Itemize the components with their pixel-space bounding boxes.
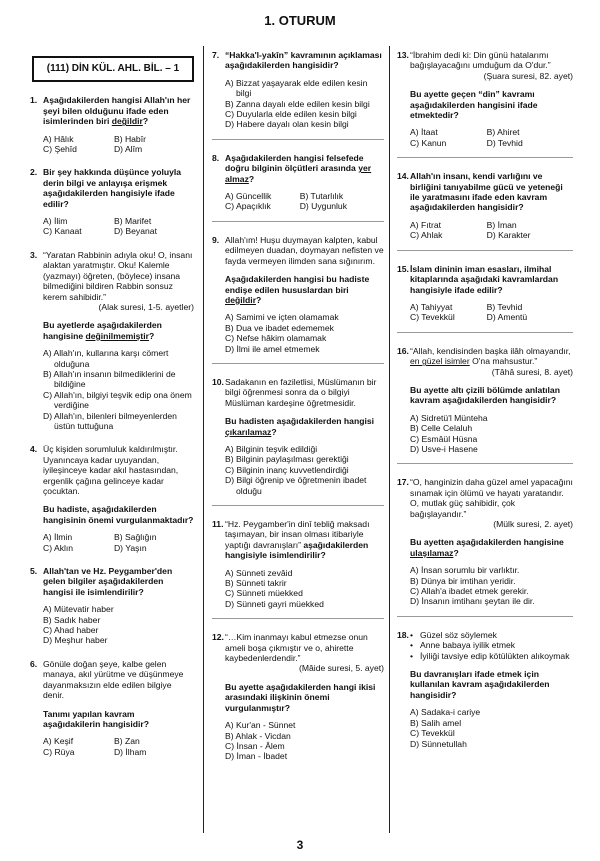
option-a[interactable]: A) Hâlık [43, 133, 74, 144]
options [410, 302, 573, 323]
question-separator [397, 250, 573, 251]
question-number: 10. [212, 376, 224, 387]
option-d[interactable]: D) Yaşın [113, 542, 147, 553]
question-stem: Bu hadisten aşağıdakilerden hangisi çıkarılamaz? [225, 416, 374, 437]
option-d[interactable]: D) Alîm [113, 144, 143, 155]
option-c[interactable]: C) Allah'ın, bilgiyi teşvik edip ona önem verdiğine [43, 389, 192, 411]
option-b[interactable]: B) Salih amel [410, 717, 462, 728]
option-d[interactable]: D) Uygunluk [299, 201, 348, 212]
option-c[interactable]: C) Tevekkül [410, 728, 455, 739]
question-separator [212, 221, 384, 222]
question-stem: “Hz. Peygamber'in dinî tebliğ maksadı taşımayan, bir insan olması itibariyle yaptığı davranışları” aşağıdakilerden hangisiyle isimlendirilir? [225, 519, 370, 561]
question-number: 4. [30, 444, 38, 455]
options [43, 348, 194, 431]
question-stem: Bu ayette geçen “din” kavramı aşağıdakilerden hangisini ifade etmektedir? [410, 89, 538, 121]
option-c[interactable]: C) Ahlak [410, 230, 443, 241]
question-stem: Bir şey hakkında düşünce yoluyla derin bilgi ve anlayışa erişmek aşağıdakilerden hangisiyle ifade edilir? [43, 167, 182, 209]
question-passage: “Allah, kendisinden başka ilâh olmayandır, en güzel isimler O'na mahsustur.” [410, 345, 571, 367]
option-a[interactable]: A) İlmin [43, 532, 73, 543]
question-number: 18. [397, 629, 409, 640]
options [225, 720, 384, 762]
question-passage: “…Kim inanmayı kabul etmezse onun ameli boşa çıkmıştır ve o, ahirette kaybedenlerdendir.” [225, 632, 368, 664]
option-a[interactable]: A) Keşif [43, 736, 74, 747]
option-c[interactable]: C) Allah'a ibadet etmek gerekir. [410, 586, 529, 597]
option-a[interactable]: A) İtaat [410, 127, 438, 138]
question-separator [397, 332, 573, 333]
option-c[interactable]: C) Nefse hâkim olamamak [225, 333, 327, 344]
question-11 [212, 519, 384, 609]
question-number: 7. [212, 50, 220, 60]
option-d[interactable]: D) Tevhid [486, 137, 523, 148]
options [225, 444, 384, 496]
option-d[interactable]: D) Habere dayalı olan kesin bilgi [225, 119, 349, 130]
question-1 [30, 95, 194, 154]
question-passage: “Yaratan Rabbinin adıyla oku! O, insanı alaktan yaratmıştır. Oku! Kalemle (yazmayı) öğreten, (böylece) insana bilmediğini bildiren Rabbin sonsuz kerem sahibidir.” [43, 249, 193, 302]
option-d[interactable]: D) Bilgi öğrenip ve öğretmenin ibadet olduğu [225, 475, 367, 496]
question-passage: “İbrahim dedi ki: Din günü hatalarımı bağışlayacağını umduğum da O'dur.” [410, 50, 551, 71]
option-b[interactable]: B) Zanna dayalı elde edilen kesin bilgi [225, 98, 370, 109]
option-a[interactable]: A) Allah'ın, kullarına karşı cömert olduğuna [43, 348, 169, 369]
option-a[interactable]: A) Sünneti zevâid [225, 567, 293, 578]
question-5 [30, 566, 194, 646]
question-separator [397, 157, 573, 158]
option-c[interactable]: C) Esmâül Hüsna [410, 433, 478, 444]
option-d[interactable]: D) İlmi ile amel etmemek [225, 343, 320, 354]
options [225, 78, 384, 130]
question-number: 9. [212, 234, 220, 245]
option-c[interactable]: C) Rüya [43, 746, 75, 757]
option-d[interactable]: D) Karakter [486, 230, 531, 241]
question-separator [212, 363, 384, 364]
option-b[interactable]: B) Marifet [113, 216, 152, 227]
options [410, 565, 573, 607]
option-d[interactable]: D) Amentü [486, 312, 528, 323]
section-title-box: (111) DİN KÜL. AHL. BİL. – 1 [32, 56, 194, 82]
question-number: 1. [30, 95, 38, 106]
options [225, 568, 384, 610]
question-passage: “O, hanginizin daha güzel amel yapacağını sınamak için ölümü ve hayatı yaratandır. O, mutlak güç sahibidir, çok bağışlayandır.” [410, 477, 573, 519]
question-number: 11. [212, 519, 224, 529]
question-stem: “Hakka'l-yakîn” kavramının açıklaması aşağıdakilerden hangisidir? [225, 50, 382, 71]
options [43, 604, 194, 646]
question-separator [212, 618, 384, 619]
options [410, 707, 573, 749]
question-separator [212, 139, 384, 140]
option-a[interactable]: A) Kur'an - Sünnet [225, 720, 296, 731]
option-b[interactable]: B) Tevhid [486, 301, 523, 312]
question-stem: İslam dininin iman esasları, ilmihal kitaplarında aşağıdaki kavramlardan hangisiyle ifade edilir? [410, 263, 559, 295]
verse-reference: (Şuara suresi, 82. ayet) [483, 70, 573, 81]
options [43, 736, 194, 757]
option-b[interactable]: B) Habîr [113, 133, 146, 144]
bullet-item: • Anne babaya iyilik etmek [410, 640, 573, 650]
option-a[interactable]: A) Sadaka-i cariye [410, 707, 481, 718]
question-stem: Bu davranışları ifade etmek için kullanılan kavram aşağıdakilerden hangisidir? [410, 669, 550, 700]
question-stem: Bu ayetlerde aşağıdakilerden hangisine değinilmemiştir? [43, 320, 162, 341]
option-a[interactable]: A) Mütevatir haber [43, 604, 114, 615]
question-10 [212, 377, 384, 496]
option-c[interactable]: C) Apaçıklık [225, 201, 271, 212]
option-b[interactable]: B) Allah'ın insanın bilmediklerini de bildiğine [43, 368, 176, 390]
option-a[interactable]: A) İlim [43, 216, 68, 227]
options [43, 134, 194, 155]
question-stem: Tanımı yapılan kavram aşağıdakilerin hangisidir? [43, 708, 150, 729]
column-divider [389, 46, 390, 833]
option-c[interactable]: C) Kanun [410, 137, 447, 148]
option-c[interactable]: C) Sünneti müekked [225, 588, 303, 599]
question-4 [30, 444, 194, 553]
question-number: 14. [397, 171, 409, 182]
question-separator [397, 616, 573, 617]
question-number: 13. [397, 50, 409, 60]
bullet-item: • İyiliği tavsiye edip kötülükten alıkoymak [410, 651, 573, 661]
option-a[interactable]: A) Sidretü'l Münteha [410, 412, 488, 423]
verse-reference: (Mâide suresi, 5. ayet) [298, 663, 384, 674]
question-number: 5. [30, 566, 38, 577]
option-b[interactable]: B) Sünneti takrir [225, 578, 287, 589]
option-d[interactable]: D) İlham [113, 746, 147, 757]
question-2 [30, 167, 194, 236]
question-number: 6. [30, 658, 38, 669]
options [410, 413, 573, 455]
option-b[interactable]: B) Sağlığın [113, 532, 157, 543]
option-a[interactable]: A) Bizzat yaşayarak elde edilen kesin bilgi [225, 77, 368, 99]
question-number: 16. [397, 345, 409, 356]
verse-reference: (Tâhâ suresi, 8. ayet) [491, 366, 573, 377]
question-number: 3. [30, 249, 38, 260]
verse-reference: (Alak suresi, 1-5. ayetler) [98, 301, 194, 312]
question-stem: Aşağıdakilerden hangisi felsefede doğru bilginin ölçütleri arasında yer almaz? [225, 152, 372, 184]
option-a[interactable]: A) Güncellik [225, 191, 272, 202]
option-d[interactable]: D) Sünnetullah [410, 738, 467, 749]
column-middle [212, 48, 384, 833]
question-stem: Aşağıdakilerden hangisi bu hadiste endişe edilen hususlardan biri değildir? [225, 274, 370, 305]
option-b[interactable]: B) Zan [113, 736, 140, 747]
option-c[interactable]: C) Kanaat [43, 226, 82, 237]
option-b[interactable]: B) Sadık haber [43, 614, 101, 625]
question-stem: Bu ayette aşağıdakilerden hangi ikisi arasındaki ilişkinin önemi vurgulanmıştır? [225, 681, 376, 713]
verse-reference: (Mülk suresi, 2. ayet) [493, 519, 573, 529]
question-number: 2. [30, 167, 38, 178]
option-b[interactable]: B) Bilginin paylaşılması gerektiği [225, 454, 349, 465]
question-stem: Bu ayette altı çizili bölümde anlatılan kavram aşağıdakilerden hangisidir? [410, 384, 560, 406]
bullet-item: • Güzel söz söylemek [410, 630, 573, 640]
column-divider [203, 46, 204, 833]
question-passage: Sadakanın en faziletlisi, Müslümanın bir bilgi öğrenmesi sonra da o bilgiyi Müslüman kardeşine öğretmesidir. [225, 376, 377, 408]
option-a[interactable]: A) Tahiyyat [410, 301, 453, 312]
options [43, 532, 194, 553]
option-a[interactable]: A) İnsan sorumlu bir varlıktır. [410, 565, 520, 576]
option-d[interactable]: D) Beyanat [113, 226, 157, 237]
option-a[interactable]: A) Samimi ve içten olamamak [225, 312, 339, 323]
option-d[interactable]: D) İnsanın imtihanı şeytan ile dir. [410, 596, 535, 607]
option-d[interactable]: D) İman - İbadet [225, 751, 288, 762]
question-17 [397, 477, 573, 606]
question-passage: Allah'ım! Huşu duymayan kalpten, kabul edilmeyen duadan, doymayan nefisten ve fayda vermeyen ilimden sana sığınırım. [225, 234, 384, 266]
options [225, 191, 384, 212]
question-14 [397, 171, 573, 240]
question-stem: Allah'ın insanı, kendi varlığını ve birliğini tanıyabilme gücü ve yeteneği ile yaratmasını ifade eden kavram aşağıdakilerden hangisidir? [410, 171, 563, 213]
question-number: 17. [397, 477, 409, 488]
column-right [397, 48, 573, 833]
option-d[interactable]: D) Sünneti gayri müekked [225, 598, 324, 609]
question-8 [212, 153, 384, 212]
question-number: 12. [212, 632, 224, 643]
question-passage: Üç kişiden sorumluluk kaldırılmıştır. Uyanıncaya kadar uyuyandan, iyileşinceye kadar akıl hastasından, ergenlik çağına gelinceye kadar çocuktan. [43, 444, 179, 496]
question-separator [212, 505, 384, 506]
option-d[interactable]: D) Allah'ın, bilenleri bilmeyenlerden üstün tuttuğuna [43, 410, 177, 431]
question-stem: Bu hadiste, aşağıdakilerden hangisinin önemi vurgulanmaktadır? [43, 504, 194, 525]
option-c[interactable]: C) Aklın [43, 542, 74, 553]
question-separator [397, 463, 573, 464]
option-c[interactable]: C) Ahad haber [43, 625, 99, 636]
page-number: 3 [296, 838, 304, 852]
column-left [30, 48, 194, 833]
question-stem: Aşağıdakilerden hangisi Allah'ın her şeyi bilen olduğunu ifade eden isimlerinden biri değildir? [43, 95, 191, 127]
option-c[interactable]: C) Bilginin inanç kuvvetlendirdiği [225, 464, 349, 475]
option-c[interactable]: C) Tevekkül [410, 312, 455, 323]
options [43, 216, 194, 237]
question-15 [397, 264, 573, 323]
question-9 [212, 235, 384, 354]
option-b[interactable]: B) Tutarlılık [299, 191, 344, 202]
question-13 [397, 50, 573, 148]
question-passage: Gönüle doğan şeye, kalbe gelen manaya, akıl yürütme ve düşünmeye dayanmaksızın elde edilen bilgiye denir. [43, 658, 184, 701]
page-title: 1. OTURUM [264, 13, 336, 28]
option-c[interactable]: C) İnsan - Âlem [225, 740, 285, 751]
option-a[interactable]: A) Fıtrat [410, 219, 442, 230]
question-6 [30, 659, 194, 757]
option-b[interactable]: B) Dünya bir imtihan yeridir. [410, 575, 516, 586]
question-18 [397, 630, 573, 749]
option-d[interactable]: D) Usve-i Hasene [410, 443, 478, 454]
options [410, 127, 573, 148]
option-c[interactable]: C) Duyularla elde edilen kesin bilgi [225, 109, 357, 120]
question-stem: Allah'tan ve Hz. Peygamber'den gelen bilgiler aşağıdakilerden hangisi ile isimlendirilir? [43, 566, 173, 597]
option-b[interactable]: B) Ahlak - Vicdan [225, 730, 291, 741]
option-d[interactable]: D) Meşhur haber [43, 635, 108, 646]
option-b[interactable]: B) Dua ve ibadet edememek [225, 322, 334, 333]
question-stem: Bu ayetten aşağıdakilerden hangisine ulaşılamaz? [410, 537, 564, 558]
question-number: 8. [212, 152, 220, 163]
option-c[interactable]: C) Şehîd [43, 144, 77, 155]
question-number: 15. [397, 263, 409, 274]
question-12 [212, 632, 384, 761]
options [410, 220, 573, 241]
options [225, 312, 384, 354]
question-16 [397, 346, 573, 455]
option-b[interactable]: B) İman [486, 219, 517, 230]
option-b[interactable]: B) Celle Celaluh [410, 423, 473, 434]
question-7 [212, 50, 384, 130]
option-b[interactable]: B) Ahiret [486, 127, 520, 138]
question-3 [30, 250, 194, 432]
option-a[interactable]: A) Bilginin teşvik edildiği [225, 443, 318, 454]
